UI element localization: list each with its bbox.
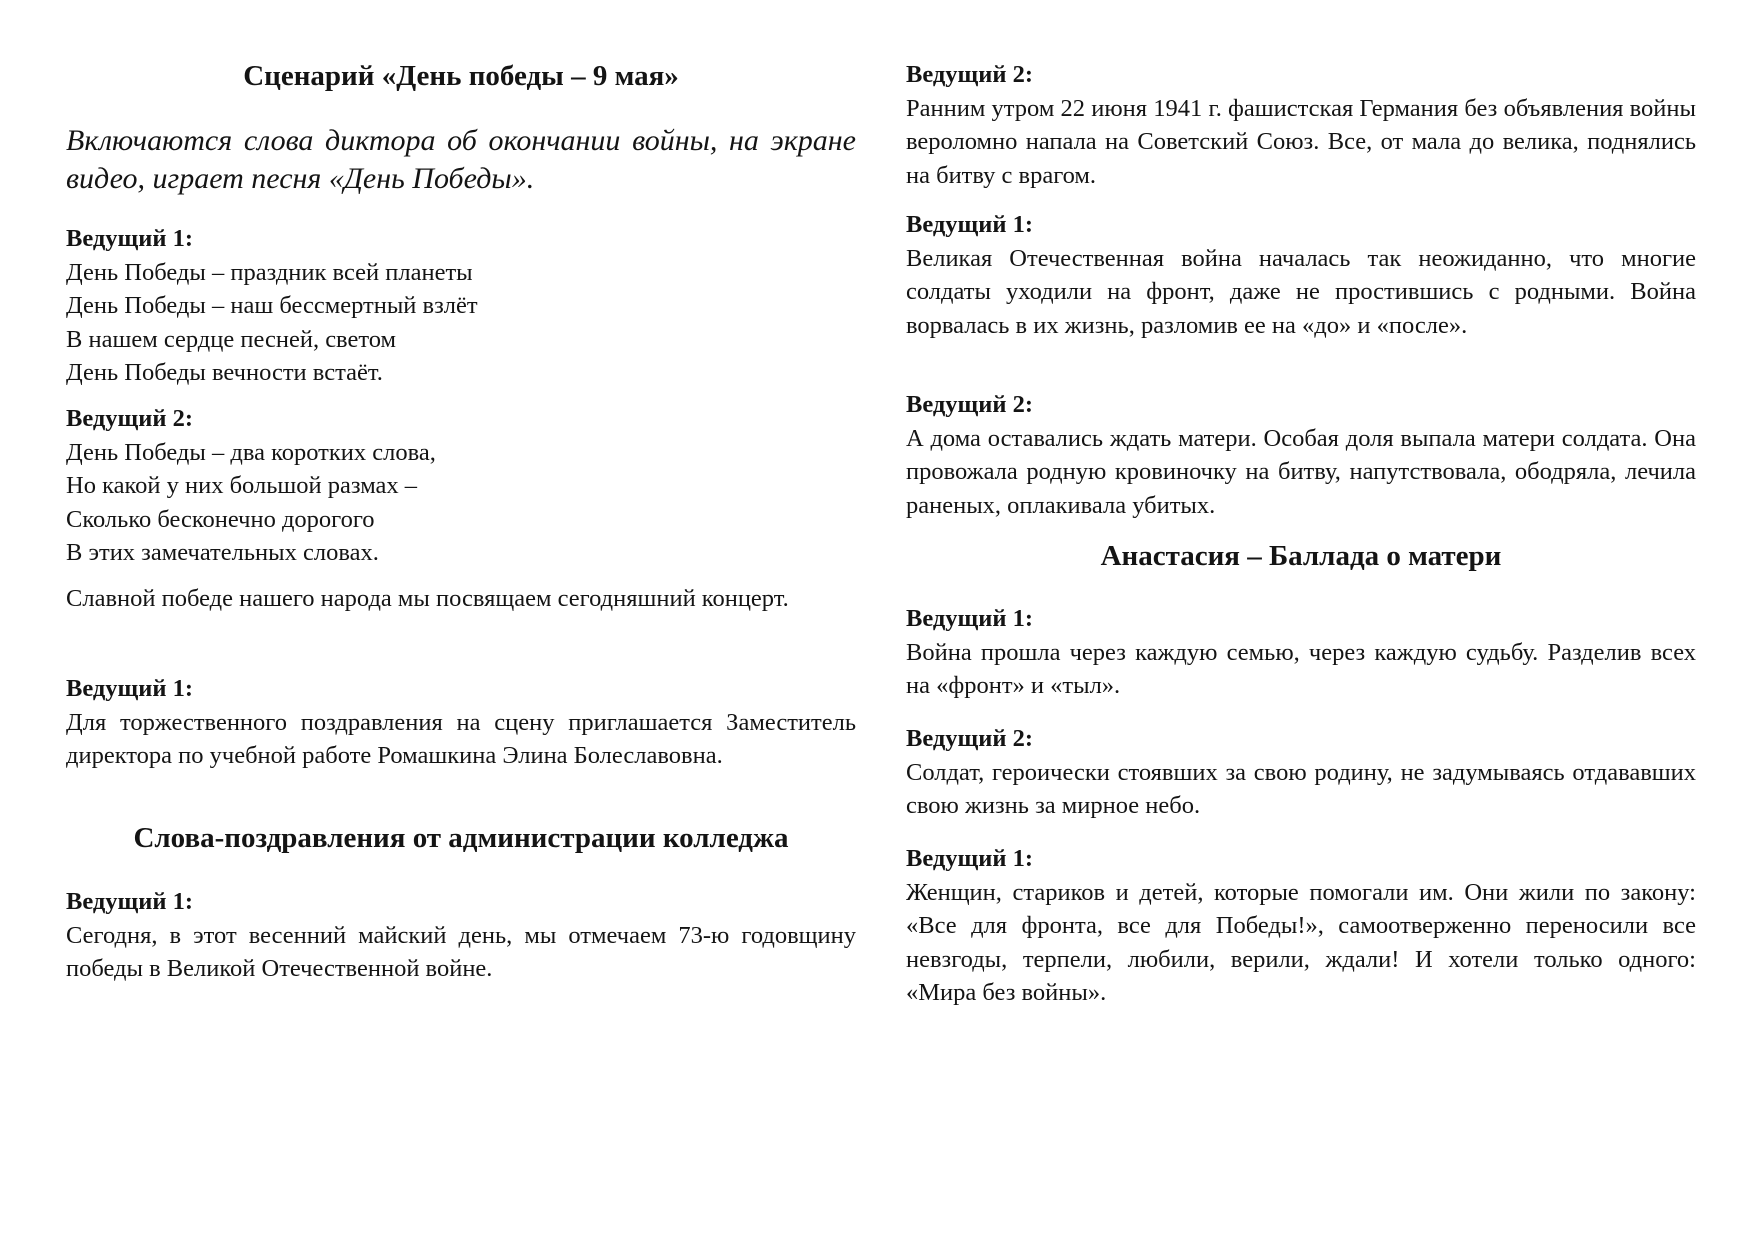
- right-block-2: [906, 208, 1696, 342]
- speaker-label: Ведущий 2:: [66, 405, 193, 432]
- paragraph-text: Женщин, стариков и детей, которые помогали им. Они жили по закону: «Все для фронта, все для Победы!», самоотверженно переносили все невзгоды, терпели, любили, верили, ждали! И хотели только одного: «Мира без войны».: [906, 878, 1696, 1006]
- verse-line: День Победы – наш бессмертный взлёт: [66, 292, 478, 319]
- speaker-label: Ведущий 1:: [906, 605, 1033, 632]
- verse-line: Но какой у них большой размах –: [66, 472, 418, 499]
- speaker-label: Ведущий 1:: [66, 675, 193, 702]
- right-block-6: [906, 842, 1696, 1010]
- left-block-3: [66, 672, 856, 773]
- speaker-label: Ведущий 2:: [906, 391, 1033, 418]
- speaker-label: Ведущий 1:: [906, 211, 1033, 238]
- verse-line: День Победы вечности встаёт.: [66, 359, 383, 386]
- paragraph-text: Для торжественного поздравления на сцену приглашается Заместитель директора по учебной работе Ромашкина Элина Болеславовна.: [66, 708, 856, 769]
- speaker-label: Ведущий 2:: [906, 61, 1033, 88]
- verse-line: День Победы – праздник всей планеты: [66, 258, 473, 286]
- right-block-3: [906, 388, 1696, 522]
- left-paragraph: [66, 582, 856, 616]
- speaker-label: Ведущий 2:: [906, 725, 1033, 752]
- verse: [66, 436, 856, 570]
- left-block-1: [66, 222, 856, 390]
- verse-line: В этих замечательных словах.: [66, 539, 379, 566]
- stage-direction: Включаются слова диктора об окончании войны, на экране видео, играет песня «День Победы».: [66, 124, 856, 195]
- section-heading: Слова-поздравления от администрации колледжа: [133, 822, 789, 854]
- right-block-5: [906, 722, 1696, 823]
- verse: [66, 256, 856, 390]
- verse-line: День Победы – два коротких слова,: [66, 438, 436, 466]
- page-title: Сценарий «День победы – 9 мая»: [243, 60, 679, 92]
- left-block-2: [66, 402, 856, 570]
- paragraph-text: Славной победе нашего народа мы посвящаем сегодняшний концерт.: [66, 585, 789, 612]
- paragraph-text: Ранним утром 22 июня 1941 г. фашистская Германия без объявления войны вероломно напала на Советский Союз. Все, от мала до велика, поднялись на битву с врагом.: [906, 94, 1696, 189]
- speaker-label: Ведущий 1:: [906, 845, 1033, 872]
- verse-line: В нашем сердце песней, светом: [66, 325, 397, 353]
- speaker-label: Ведущий 1:: [66, 225, 193, 252]
- paragraph-text: Великая Отечественная война началась так неожиданно, что многие солдаты уходили на фронт, даже не простившись с родными. Война ворвалась в их жизнь, разломив ее на «до» и «после».: [906, 244, 1696, 339]
- section-heading: Анастасия – Баллада о матери: [1100, 540, 1502, 572]
- paragraph-text: Война прошла через каждую семью, через каждую судьбу. Разделив всех на «фронт» и «тыл».: [906, 638, 1696, 699]
- right-block-1: [906, 58, 1696, 192]
- paragraph-text: Солдат, героически стоявших за свою родину, не задумываясь отдававших свою жизнь за мирное небо.: [906, 758, 1696, 819]
- paragraph-text: А дома оставались ждать матери. Особая доля выпала матери солдата. Она провожала родную кровиночку на битву, напутствовала, ободряла, лечила раненых, оплакивала убитых.: [906, 424, 1696, 519]
- left-block-4: [66, 885, 856, 986]
- speaker-label: Ведущий 1:: [66, 888, 193, 915]
- paragraph-text: Сегодня, в этот весенний майский день, мы отмечаем 73-ю годовщину победы в Великой Отечественной войне.: [66, 921, 856, 982]
- right-block-4: [906, 602, 1696, 703]
- verse-line: Сколько бесконечно дорогого: [66, 505, 375, 533]
